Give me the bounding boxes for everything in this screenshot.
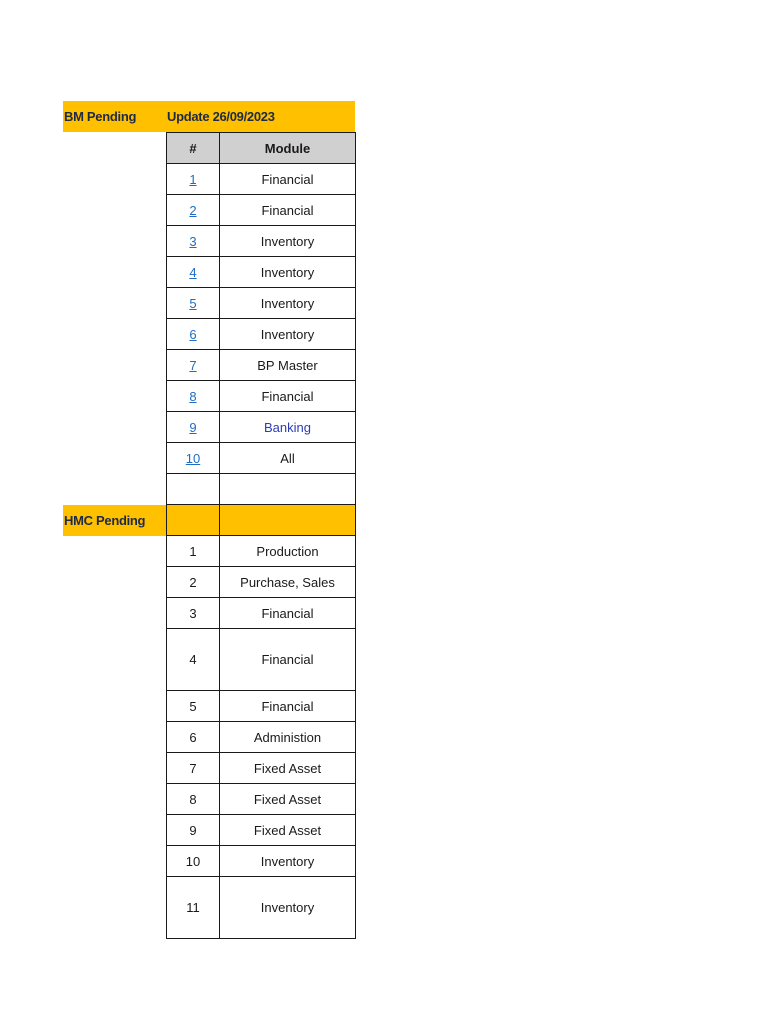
module-cell[interactable]: Banking [220,412,356,443]
table-row [167,846,356,877]
table-row [167,753,356,784]
module-cell[interactable]: Fixed Asset [220,753,356,784]
bm-pending-label[interactable]: BM Pending [64,109,137,124]
module-cell[interactable]: Fixed Asset [220,815,356,846]
row-number[interactable]: 1 [167,536,220,567]
module-cell[interactable]: Fixed Asset [220,784,356,815]
row-number-link[interactable] [167,412,220,443]
row-number[interactable]: 3 [167,598,220,629]
table-row [167,288,356,319]
row-number[interactable]: 3 [189,233,197,249]
hmc-section-row [167,505,356,536]
row-number[interactable]: 5 [167,691,220,722]
module-cell[interactable]: Administion [220,722,356,753]
module-cell[interactable]: Inventory [220,877,356,939]
row-number[interactable]: 1 [189,171,197,187]
row-number[interactable]: 8 [167,784,220,815]
table-row [167,226,356,257]
module-cell[interactable]: Inventory [220,257,356,288]
table-row [167,629,356,691]
table-row [167,598,356,629]
table-header-row [167,133,356,164]
empty-cell[interactable] [220,505,356,536]
module-cell[interactable]: Financial [220,381,356,412]
module-cell[interactable]: Production [220,536,356,567]
row-number[interactable]: 4 [189,264,197,280]
table-row [167,691,356,722]
table-row [167,350,356,381]
row-number[interactable]: 4 [167,629,220,691]
table-row [167,319,356,350]
module-cell[interactable]: Inventory [220,846,356,877]
row-number-link[interactable] [167,226,220,257]
module-cell[interactable]: Inventory [220,288,356,319]
row-number-link[interactable] [167,195,220,226]
row-number-link[interactable] [167,443,220,474]
module-cell[interactable]: Financial [220,691,356,722]
row-number[interactable]: 7 [167,753,220,784]
row-number[interactable]: 6 [167,722,220,753]
module-cell[interactable]: All [220,443,356,474]
table-row [167,195,356,226]
pending-table [166,132,356,939]
module-cell[interactable]: BP Master [220,350,356,381]
row-number[interactable]: 6 [189,326,197,342]
table-row [167,257,356,288]
module-cell[interactable]: Inventory [220,319,356,350]
module-cell[interactable]: Purchase, Sales [220,567,356,598]
table-row [167,722,356,753]
module-cell[interactable]: Financial [220,195,356,226]
row-number-link[interactable] [167,288,220,319]
update-date-label[interactable]: Update 26/09/2023 [167,109,275,124]
row-number[interactable]: 10 [185,450,201,466]
module-cell[interactable]: Financial [220,164,356,195]
empty-cell[interactable] [220,474,356,505]
row-number[interactable]: 5 [189,295,197,311]
row-number[interactable]: 7 [189,357,197,373]
table-row [167,536,356,567]
empty-cell[interactable] [167,505,220,536]
hmc-pending-label[interactable]: HMC Pending [64,513,146,528]
table-row [167,412,356,443]
row-number-link[interactable] [167,381,220,412]
row-number[interactable]: 10 [167,846,220,877]
col-module-header[interactable]: Module [220,133,356,164]
module-cell[interactable]: Financial [220,629,356,691]
table-row [167,815,356,846]
row-number-link[interactable] [167,164,220,195]
row-number[interactable]: 2 [167,567,220,598]
table-row [167,784,356,815]
table-row [167,164,356,195]
module-cell[interactable]: Inventory [220,226,356,257]
col-number-header[interactable]: # [167,133,220,164]
module-cell[interactable]: Financial [220,598,356,629]
table-row [167,443,356,474]
row-number[interactable]: 9 [167,815,220,846]
row-number[interactable]: 2 [189,202,197,218]
row-number-link[interactable] [167,257,220,288]
empty-row [167,474,356,505]
row-number-link[interactable] [167,319,220,350]
row-number[interactable]: 11 [167,877,220,939]
table-row [167,877,356,939]
table-row [167,381,356,412]
table-row [167,567,356,598]
row-number[interactable]: 9 [189,419,197,435]
empty-cell[interactable] [167,474,220,505]
row-number-link[interactable] [167,350,220,381]
row-number[interactable]: 8 [189,388,197,404]
